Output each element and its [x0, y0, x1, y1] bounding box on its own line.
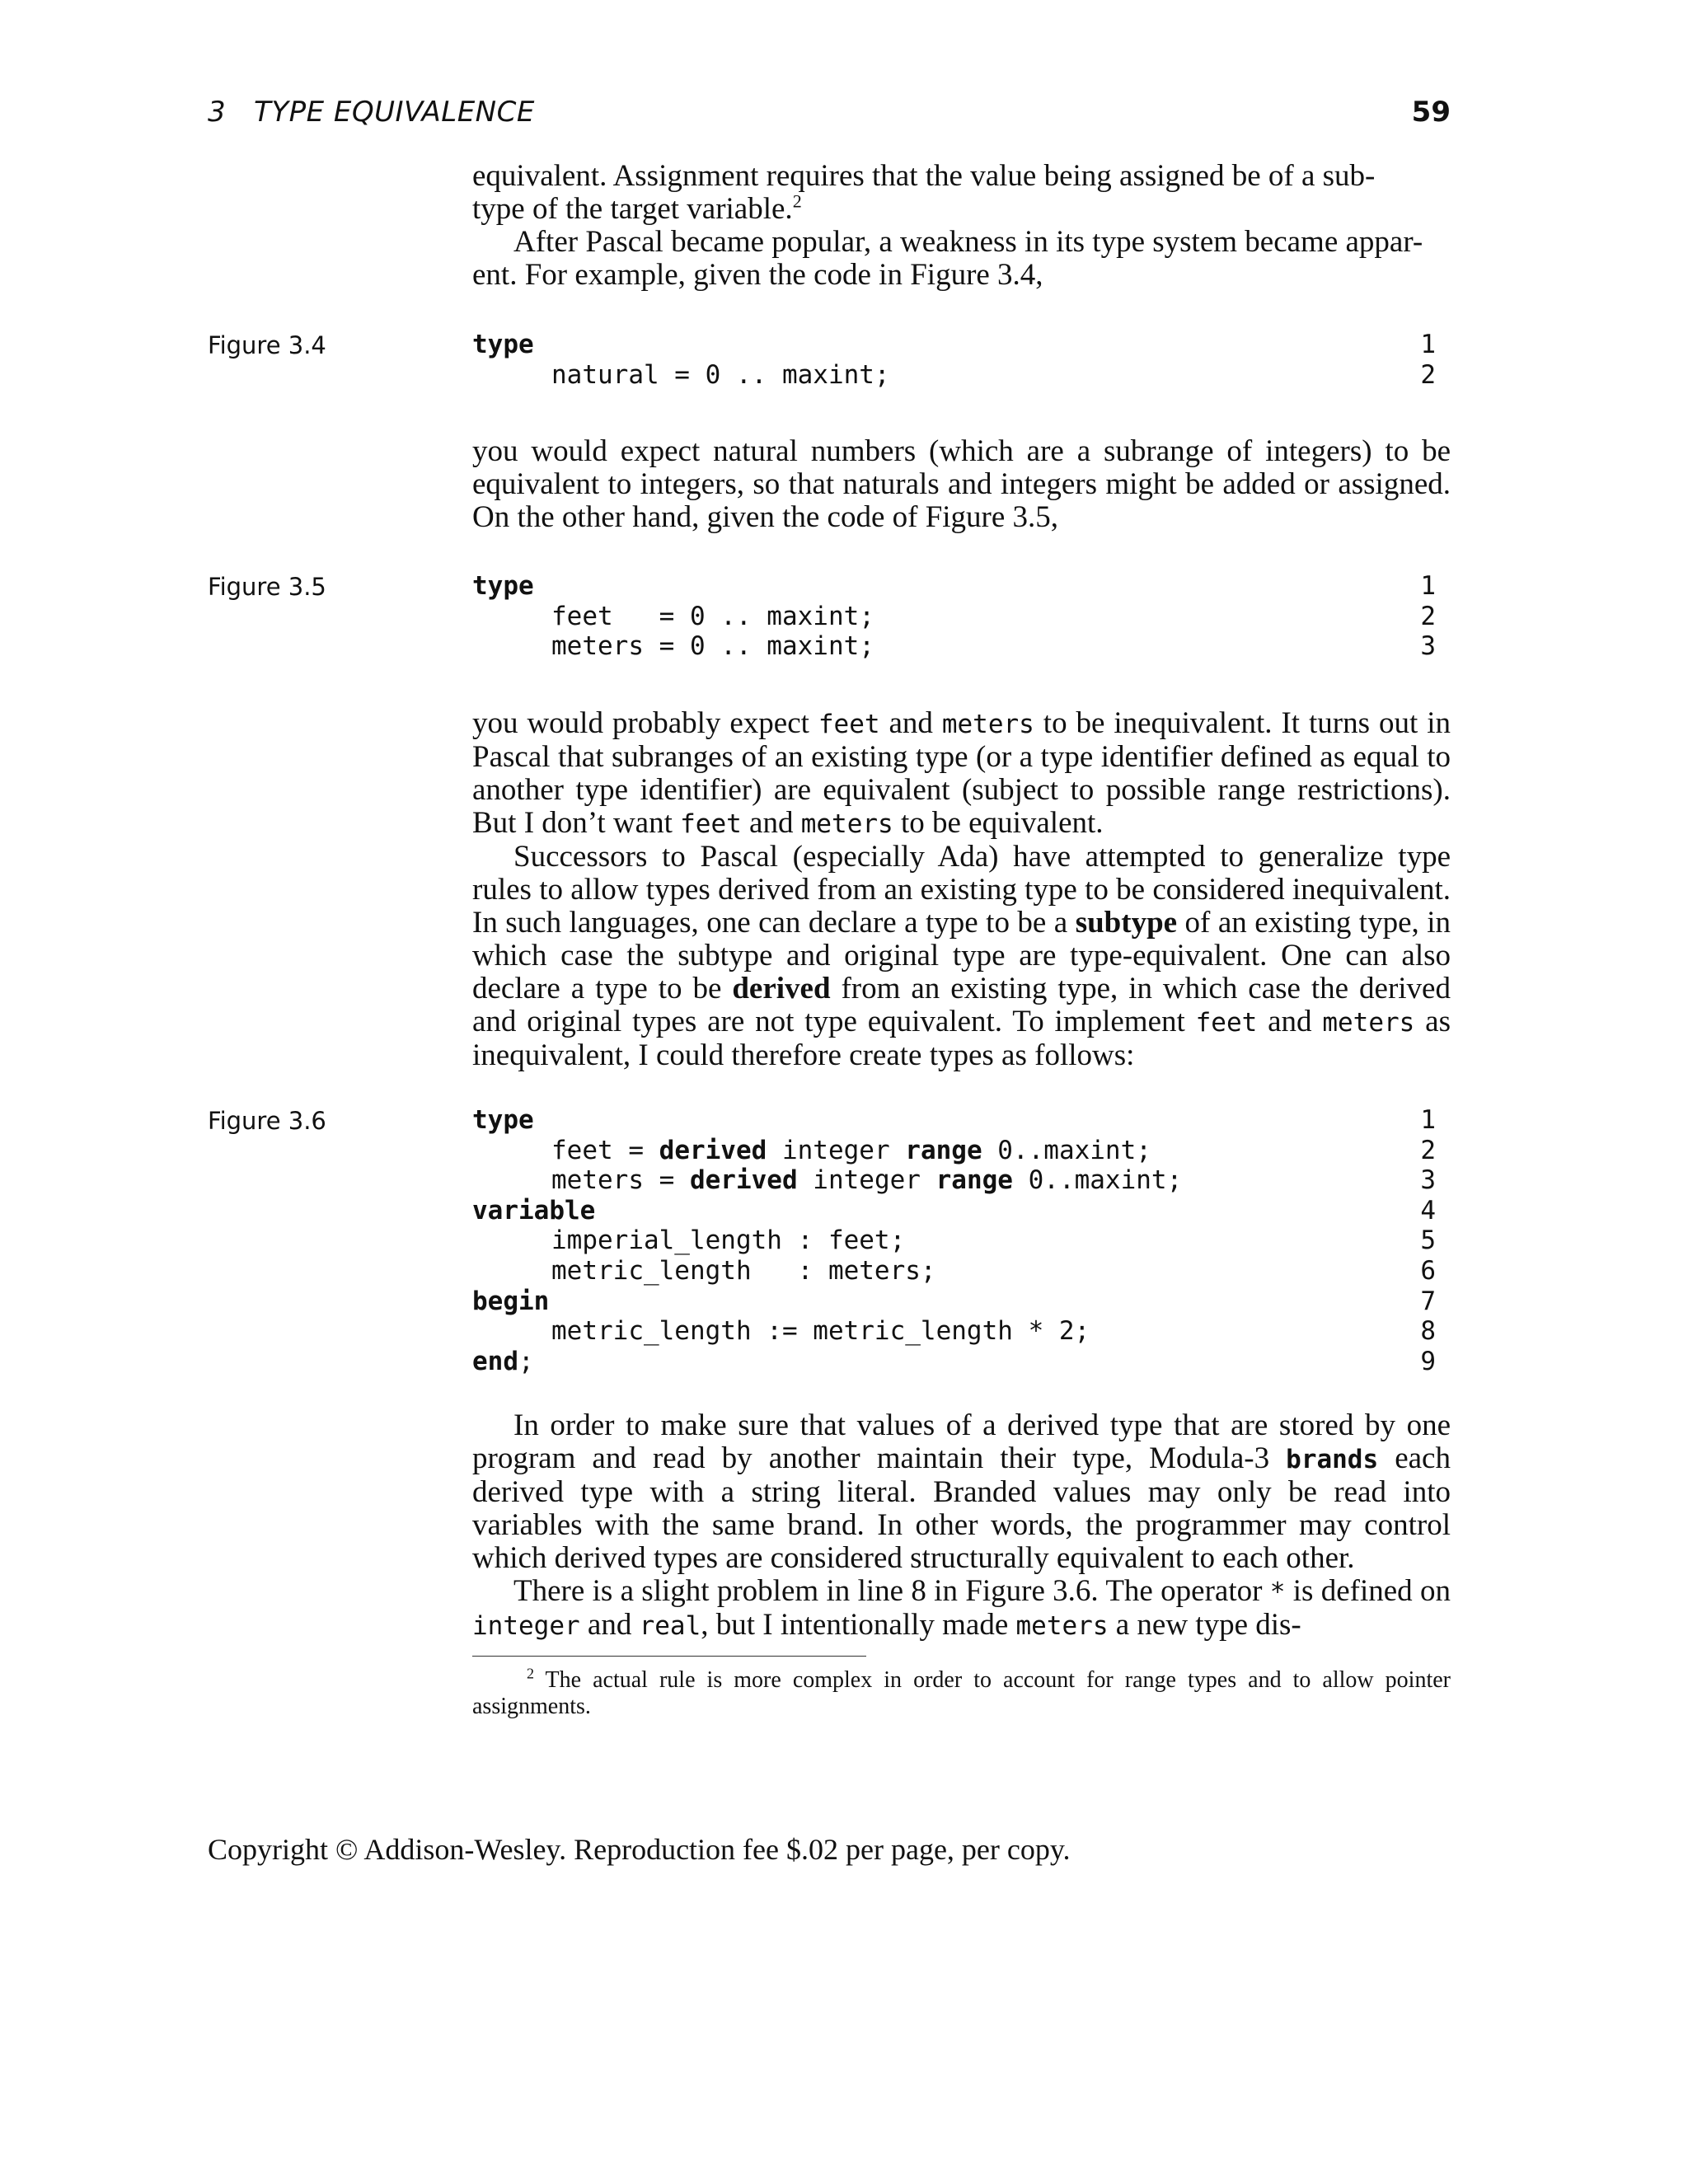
- code-line: [472, 1165, 1451, 1196]
- line-number: 3: [1420, 1165, 1436, 1196]
- figure-label-3-6: Figure 3.6: [208, 1107, 326, 1135]
- code-line: [472, 360, 1451, 391]
- paragraph-1-line-3: After Pascal became popular, a weakness in its type system became appar-: [513, 225, 1423, 259]
- code-line: [472, 1136, 1451, 1166]
- copyright-notice: Copyright © Addison-Wesley. Reproduction fee $.02 per page, per copy.: [208, 1833, 1071, 1866]
- inline-code: meters: [1322, 1008, 1415, 1038]
- line-number: 6: [1420, 1255, 1436, 1286]
- code-text: meters = derived integer range 0..maxint;: [551, 1165, 1183, 1196]
- code-text: natural = 0 .. maxint;: [551, 359, 890, 390]
- paragraph-5: [472, 1409, 1451, 1643]
- inline-code: integer: [472, 1611, 580, 1641]
- inline-code: *: [1269, 1577, 1286, 1607]
- line-number: 2: [1420, 1135, 1436, 1165]
- code-figure-3-6: [472, 1105, 1451, 1376]
- paragraph-1-line-2: type of the target variable.$^2$: [472, 190, 802, 226]
- code-line: [472, 1226, 1451, 1256]
- page-number: 59: [1411, 96, 1451, 129]
- line-number: 8: [1420, 1316, 1436, 1347]
- footnote: [472, 1667, 1451, 1720]
- inline-code: feet: [818, 710, 880, 739]
- running-head: [208, 96, 1451, 132]
- code-text: metric_length : meters;: [551, 1255, 936, 1286]
- footnote-divider: [472, 1656, 866, 1657]
- code-line: [472, 1286, 1451, 1317]
- paragraph-4-text: Successors to Pascal (especially Ada) have attempted to generalize type rules to allow types derived from an existing type to be considered inequivalent. In such languages, one can declare a type to be a subtype of an existing type, in which case the subtype and original type are type-equivalent. One can also declare a type to be derived from an existing type, in which case the derived and original types are not type equivalent. To implement feet and meters as inequivalent, I could therefore create types as follows:: [472, 840, 1451, 1072]
- term-derived: derived: [732, 972, 831, 1005]
- paragraph-6-text: There is a slight problem in line 8 in Figure 3.6. The operator * is defined on integer and real, but I intentionally made meters a new type dis-: [472, 1574, 1451, 1642]
- code-text: meters = 0 .. maxint;: [551, 631, 874, 662]
- code-keyword: type: [472, 1105, 534, 1135]
- code-text: end;: [472, 1346, 534, 1376]
- paragraph-1-line-4: ent. For example, given the code in Figure 3.4,: [472, 258, 1043, 292]
- code-line: [472, 1256, 1451, 1286]
- inline-code: real: [639, 1611, 701, 1641]
- figure-label-3-4: Figure 3.4: [208, 331, 326, 359]
- line-number: 2: [1420, 601, 1436, 631]
- inline-code: feet: [680, 809, 742, 839]
- paragraph-5-text: In order to make sure that values of a derived type that are stored by one program and read by another maintain their type, Modula-3 brands each derived type with a string literal. Branded values may only be read into variables with the same brand. In other words, the programmer may control which derived types are considered structurally equivalent to each other.: [472, 1408, 1451, 1575]
- code-figure-3-4: [472, 330, 1451, 390]
- term-subtype: subtype: [1075, 906, 1178, 940]
- footnote-mark: 2: [527, 1665, 534, 1682]
- paragraph-2: [472, 435, 1451, 534]
- line-number: 4: [1420, 1195, 1436, 1226]
- figure-label-3-5: Figure 3.5: [208, 573, 326, 601]
- line-number: 5: [1420, 1226, 1436, 1256]
- line-number: 9: [1420, 1346, 1436, 1376]
- code-text: imperial_length : feet;: [551, 1226, 906, 1256]
- line-number: 1: [1420, 571, 1436, 601]
- line-number: 7: [1420, 1286, 1436, 1316]
- code-keyword: type: [472, 330, 534, 359]
- running-title: 3 TYPE EQUIVALENCE: [208, 96, 535, 129]
- code-line: [472, 631, 1451, 662]
- code-text: feet = 0 .. maxint;: [551, 601, 874, 631]
- line-number: 2: [1420, 359, 1436, 390]
- code-line: [472, 1347, 1451, 1377]
- footnote-text: The actual rule is more complex in order to account for range types and to allow pointer assignments.: [472, 1667, 1451, 1719]
- code-line: [472, 602, 1451, 632]
- line-number: 1: [1420, 330, 1436, 359]
- inline-code: meters: [800, 809, 893, 839]
- inline-code: meters: [1015, 1611, 1109, 1641]
- paragraph-3-text: you would probably expect feet and meters to be inequivalent. It turns out in Pascal that subranges of an existing type (or a type identifier defined as equal to another type identifier) are equivalent (subject to possible range restrictions). But I don’t want feet and meters to be equivalent.: [472, 706, 1451, 840]
- term-brands: brands: [1286, 1445, 1379, 1474]
- paragraph-3: [472, 707, 1451, 1072]
- line-number: 1: [1420, 1105, 1436, 1135]
- inline-code: feet: [1195, 1008, 1258, 1038]
- code-text: metric_length := metric_length * 2;: [551, 1316, 1090, 1347]
- paragraph-1: [472, 160, 1451, 292]
- code-text: feet = derived integer range 0..maxint;: [551, 1135, 1151, 1165]
- code-figure-3-5: [472, 571, 1451, 662]
- footnote-ref[interactable]: 2: [792, 190, 802, 212]
- code-keyword: begin: [472, 1286, 550, 1316]
- code-line: [472, 571, 1451, 602]
- inline-code: meters: [941, 710, 1034, 739]
- code-line: [472, 1196, 1451, 1226]
- line-number: 3: [1420, 631, 1436, 662]
- paragraph-1-line-1: equivalent. Assignment requires that the value being assigned be of a sub-: [472, 159, 1376, 193]
- code-keyword: variable: [472, 1195, 596, 1226]
- paragraph-2-text: you would expect natural numbers (which are a subrange of integers) to be equivalent to integers, so that naturals and integers might be added or assigned. On the other hand, given the code of Figure 3.5,: [472, 434, 1451, 534]
- code-line: [472, 1105, 1451, 1136]
- code-line: [472, 1316, 1451, 1347]
- code-line: [472, 330, 1451, 360]
- code-keyword: type: [472, 571, 534, 601]
